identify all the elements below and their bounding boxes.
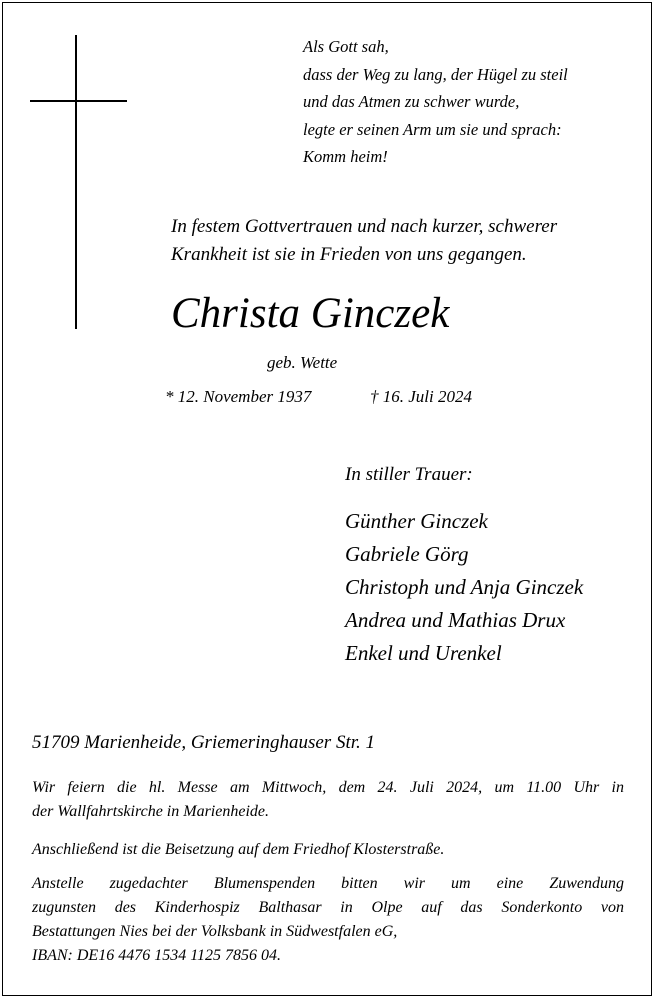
family-member: Günther Ginczek [345,509,488,533]
intro-text [171,213,557,269]
death-date: † 16. Juli 2024 [370,387,472,406]
donation-line: Anstelle zugedachter Blumenspenden bitten wir um eine Zuwendung [32,875,624,892]
poem-line: und das Atmen zu schwer wurde, [303,92,520,111]
burial-info: Anschließend ist die Beisetzung auf dem Friedhof Klosterstraße. [32,841,445,858]
poem [303,33,568,171]
intro-line: Krankheit ist sie in Frieden von uns gegangen. [171,244,527,265]
life-dates [165,386,472,408]
donation-info [32,872,624,968]
mass-info [32,776,624,824]
family-list [345,505,583,670]
donation-line: IBAN: DE16 4476 1534 1125 7856 04. [32,947,282,964]
mourning-label: In stiller Trauer: [345,464,473,485]
poem-line: dass der Weg zu lang, der Hügel zu steil [303,64,568,84]
poem-line: legte er seinen Arm um sie und sprach: [303,119,562,139]
cross-vertical-bar [75,35,77,329]
family-member: Gabriele Görg [345,542,469,566]
birth-date: * 12. November 1937 [165,387,312,406]
deceased-name: Christa Ginczek [171,290,450,337]
family-member: Andrea und Mathias Drux [345,608,566,632]
address: 51709 Marienheide, Griemeringhauser Str. 1 [32,732,376,753]
poem-line: Komm heim! [303,147,388,166]
donation-line: Bestattungen Nies bei der Volksbank in Südwestfalen eG, [32,923,398,940]
donation-line: zugunsten des Kinderhospiz Balthasar in Olpe auf das Sonderkonto von [32,899,624,916]
cross-horizontal-bar [30,100,127,102]
mass-line: Wir feiern die hl. Messe am Mittwoch, dem 24. Juli 2024, um 11.00 Uhr in [32,779,624,796]
family-member: Christoph und Anja Ginczek [345,575,584,599]
family-member: Enkel und Urenkel [345,641,502,665]
intro-line: In festem Gottvertrauen und nach kurzer, schwerer [171,216,558,237]
poem-line: Als Gott sah, [303,37,389,56]
maiden-name: geb. Wette [267,353,338,372]
mass-line: der Wallfahrtskirche in Marienheide. [32,803,269,820]
